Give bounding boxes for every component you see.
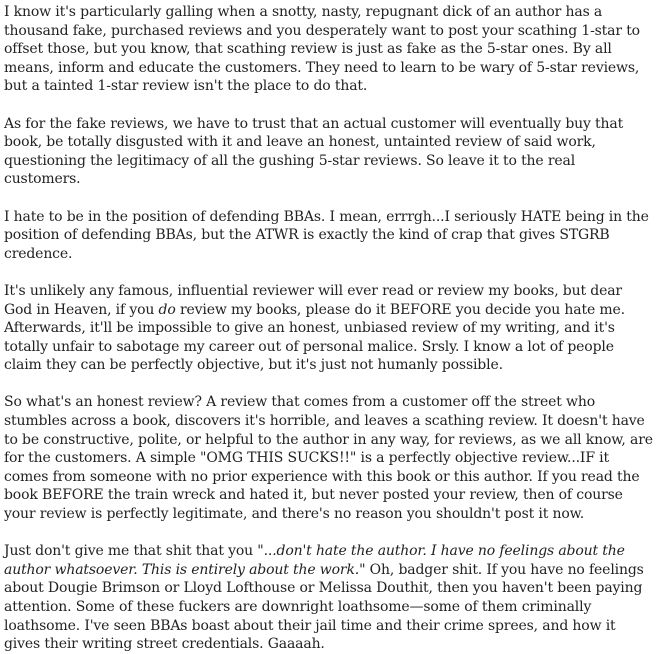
paragraph-honest-review: So what's an honest review? A review that comes from a customer off the street who stumbles across a book, discovers it's horrible, and leaves a scathing review. It doesn't have to be constructive, polite, or helpful to the author in any way, for reviews, as we all know, are for the customers. A simple "OMG THIS SUCKS!!" is a perfectly objective review...IF it comes from someone with no prior experience with this book or this author. If you read the book BEFORE the train wreck and hated it, but never posted your review, then of course your review is perfectly legitimate, and there's no reason you shouldn't post it now. <box>4 394 653 523</box>
emphasis-text: do <box>158 301 176 318</box>
paragraph-defending-bbas: I hate to be in the position of defending BBAs. I mean, errrgh...I seriously HATE being in the position of defending BBAs, but the ATWR is exactly the kind of crap that gives STGRB credence. <box>4 208 649 262</box>
emphasis-quote: ...don't hate the author. I have no feelings about the author whatsoever. This is entirely about the work. <box>4 543 625 578</box>
paragraph-text-segment: review my books, please do it BEFORE you decide you hate me. Afterwards, it'll be impossible to give an honest, unbiased review of my writing, and it's totally unfair to sabotage my career out of personal malice. Srsly. I know a lot of people claim they can be perfectly objective, but it's just not humanly possible. <box>4 301 625 374</box>
paragraph-real-customers: As for the fake reviews, we have to trust that an actual customer will eventually buy that book, be totally disgusted with it and leave an honest, untainted review of said work, questioning the legitimacy of all the gushing 5-star reviews. So leave it to the real customers. <box>4 115 624 188</box>
paragraph-badger-shit <box>4 542 654 654</box>
paragraph-fake-reviews-intro: I know it's particularly galling when a snotty, nasty, repugnant dick of an author has a thousand fake, purchased reviews and you desperately want to post your scathing 1-star to offset those, but you know, that scathing review is just as fake as the 5-star ones. By all means, inform and educate the customers. They need to learn to be wary of 5-star reviews, but a tainted 1-star review isn't the place to do that. <box>4 4 640 95</box>
paragraph-text-segment: " Oh, badger shit. If you have no feelings about Dougie Brimson or Lloyd Lofthouse or Melissa Douthit, then you haven't been paying attention. Some of these fuckers are downright loathsome—some of them criminally loathsome. I've seen BBAs boast about their jail time and their crime sprees, and how it gives their writing street credentials. Gaaaah. <box>4 561 644 653</box>
paragraph-text-segment: Just don't give me that shit that you " <box>4 543 264 560</box>
paragraph-influential-reviewer <box>4 282 654 375</box>
paragraph-text-segment: It's unlikely any famous, influential reviewer will ever read or review my books, but dear God in Heaven, if you <box>4 282 622 318</box>
